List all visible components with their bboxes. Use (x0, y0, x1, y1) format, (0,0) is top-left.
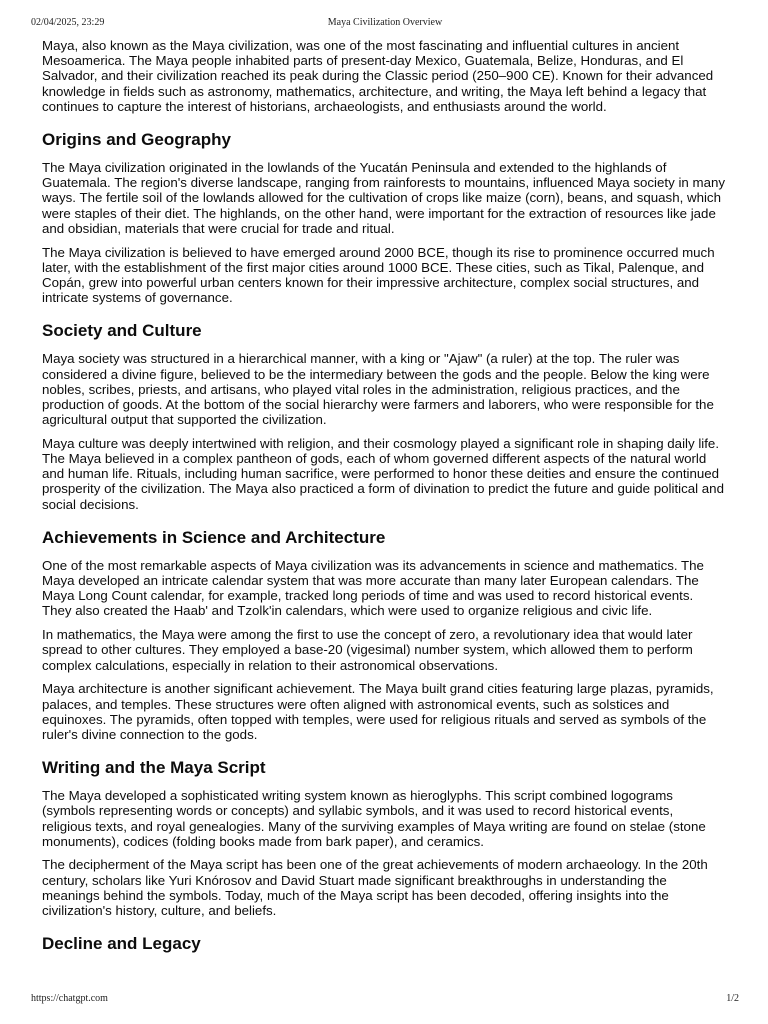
section-heading-writing: Writing and the Maya Script (42, 758, 266, 778)
section-heading-society: Society and Culture (42, 321, 202, 341)
achievements-paragraph-1: One of the most remarkable aspects of Maya civilization was its advancements in science and mathematics. The Maya developed an intricate calendar system that was more accurate than many later European calendars. The Maya Long Count calendar, for example, tracked long periods of time and was used to record historical events. They also created the Haab' and Tzolk'in calendars, which were used to organize religious and civic life. (42, 557, 704, 619)
society-paragraph-2: Maya culture was deeply intertwined with religion, and their cosmology played a significant role in shaping daily life. The Maya believed in a complex pantheon of gods, each of whom governed different aspects of the natural world and human life. Rituals, including human sacrifice, were performed to honor these deities and ensure the continued prosperity of the civilization. The Maya also practiced a form of divination to predict the future and guide political and social decisions. (42, 435, 724, 512)
section-heading-decline: Decline and Legacy (42, 934, 201, 954)
intro-paragraph: Maya, also known as the Maya civilization, was one of the most fascinating and influential cultures in ancient Mesoamerica. The Maya people inhabited parts of present-day Mexico, Guatemala, Belize, Honduras, and El Salvador, and their civilization reached its peak during the Classic period (250–900 CE). Known for their advanced knowledge in fields such as astronomy, mathematics, architecture, and writing, the Maya left behind a legacy that continues to capture the interest of historians, archaeologists, and enthusiasts around the world. (42, 38, 714, 114)
origins-paragraph-1: The Maya civilization originated in the lowlands of the Yucatán Peninsula and extended to the highlands of Guatemala. The region's diverse landscape, ranging from rainforests to mountains, influenced Maya society in many ways. The fertile soil of the lowlands allowed for the cultivation of crops like maize (corn), beans, and squash, which were staples of their diet. The highlands, on the other hand, were important for the extraction of resources like jade and obsidian, materials that were crucial for trade and ritual. (42, 160, 726, 236)
society-paragraph-1: Maya society was structured in a hierarchical manner, with a king or "Ajaw" (a ruler) at the top. The ruler was considered a divine figure, believed to be the intermediary between the gods and the people. Below the king were nobles, scribes, priests, and artisans, who played vital roles in the administration, religious practices, and the production of goods. At the bottom of the social hierarchy were farmers and laborers, who were responsible for the agricultural output that supported the civilization. (42, 351, 714, 428)
origins-paragraph-2: The Maya civilization is believed to have emerged around 2000 BCE, though its rise to prominence occurred much later, with the establishment of the first major cities around 1000 BCE. These cities, such as Tikal, Palenque, and Copán, grew into powerful urban centers known for their impressive architecture, complex social structures, and intricate systems of governance. (42, 244, 715, 306)
writing-paragraph-1: The Maya developed a sophisticated writing system known as hieroglyphs. This script combined logograms (symbols representing words or concepts) and syllabic symbols, and it was used to record historical events, religious texts, and royal genealogies. Many of the surviving examples of Maya writing are found on stelae (stone monuments), codices (folding books made from bark paper), and ceramics. (42, 788, 706, 849)
achievements-paragraph-3: Maya architecture is another significant achievement. The Maya built grand cities featuring large plazas, pyramids, palaces, and temples. These structures were often aligned with astronomical events, such as solstices and equinoxes. The pyramids, often topped with temples, were used for religious rituals and served as symbols of the ruler's divine connection to the gods. (42, 681, 714, 742)
section-heading-achievements: Achievements in Science and Architecture (42, 527, 386, 547)
print-footer (31, 993, 739, 1007)
section-heading-origins: Origins and Geography (42, 130, 231, 150)
achievements-paragraph-2: In mathematics, the Maya were among the first to use the concept of zero, a revolutionary idea that would later spread to other cultures. They employed a base-20 (vigesimal) number system, which allowed them to perform complex calculations, especially in relation to their astronomical observations. (42, 627, 693, 673)
print-url: https://chatgpt.com (31, 993, 108, 1004)
print-page-title: Maya Civilization Overview (327, 17, 443, 28)
document-body (42, 38, 725, 964)
print-datetime: 02/04/2025, 23:29 (31, 17, 105, 28)
page-number: 1/2 (726, 993, 739, 1004)
writing-paragraph-2: The decipherment of the Maya script has been one of the great achievements of modern archaeology. In the 20th century, scholars like Yuri Knórosov and David Stuart made significant breakthroughs in understanding the meanings behind the symbols. Today, much of the Maya script has been decoded, offering insights into the civilization's history, culture, and beliefs. (42, 857, 708, 919)
print-header (31, 17, 739, 31)
